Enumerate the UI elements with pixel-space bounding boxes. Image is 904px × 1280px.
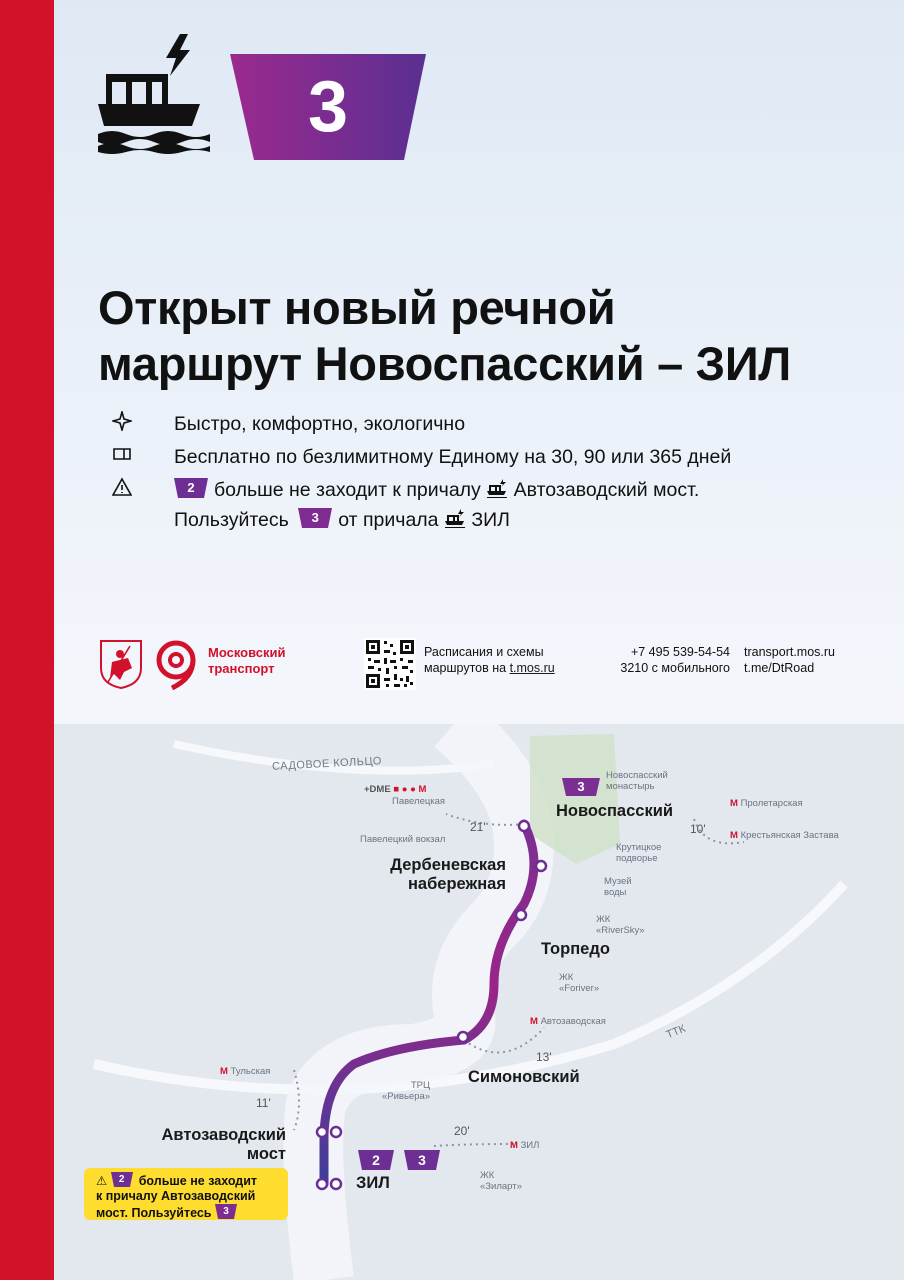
route-map: САДОВОЕ КОЛЬЦО ТТК 3 Новоспасский Дербеневская набережная Торпедо Симоновский Автозаводский мост ЗИЛ 2 3 Новоспасский монастырь Крутицкое подворье Музей воды ЖК «RiverSky» ЖК «Foriver» ТРЦ «Ривьера» ЖК «Зиларт» Павелецкий вокзал +DME ■ ● ● M Павелецкая M Пролетарская M Крестьянская Застава M Автозаводская M Тульская M ЗИЛ 21' 10' 13' 11' 20' bbox=[54, 724, 904, 1280]
warning-icon bbox=[112, 477, 132, 497]
route-number: 3 bbox=[307, 67, 349, 147]
headline-line2: маршрут Новоспасский – ЗИЛ bbox=[98, 337, 791, 390]
boat-icon bbox=[444, 509, 466, 529]
telegram-link[interactable]: t.me/DtRoad bbox=[744, 661, 815, 675]
map-warning-box: ⚠ 2 больше не заходит к причалу Автозаводский мост. Пользуйтесь 3 bbox=[84, 1168, 288, 1220]
stop-simonovsky[interactable]: Симоновский bbox=[468, 1068, 580, 1086]
qr-code[interactable] bbox=[364, 638, 416, 690]
stop-novospassky[interactable]: Новоспасский bbox=[556, 802, 673, 820]
boat-icon bbox=[486, 479, 508, 499]
poi-foriver: ЖК «Foriver» bbox=[559, 972, 600, 994]
site-link[interactable]: transport.mos.ru bbox=[744, 645, 836, 659]
metro-paveletskaya: +DME ■ ● ● M bbox=[364, 784, 427, 795]
moscow-coat-of-arms-logo bbox=[98, 638, 144, 690]
warning-icon: ⚠ bbox=[96, 1174, 108, 1188]
poi-krutitskoe: Крутицкое подворье bbox=[616, 842, 662, 864]
sparkle-icon bbox=[112, 411, 132, 431]
stop-zil[interactable]: ЗИЛ bbox=[356, 1174, 390, 1192]
poi-water-museum: Музей воды bbox=[604, 876, 632, 898]
route-number-badge bbox=[230, 54, 426, 160]
metro-avtozavodskaya: M Автозаводская bbox=[530, 1016, 606, 1027]
stop-avtozavodsky-most[interactable]: Автозаводский мост bbox=[161, 1126, 286, 1163]
ticket-icon bbox=[112, 444, 132, 464]
walk-time-zil: 20' bbox=[454, 1124, 470, 1138]
brand-name: Московский транспорт bbox=[208, 645, 286, 676]
route-2-badge: 2 bbox=[174, 478, 208, 498]
metro-tulskaya: M Тульская bbox=[220, 1066, 271, 1077]
poi-riversky: ЖК «RiverSky» bbox=[596, 914, 645, 936]
poi-zilart: ЖК «Зиларт» bbox=[480, 1170, 522, 1192]
poi-monastery: Новоспасский монастырь bbox=[606, 770, 668, 792]
route-2-badge: 2 bbox=[111, 1172, 133, 1187]
poi-riviera: ТРЦ «Ривьера» bbox=[382, 1080, 431, 1102]
stop-derbenevskaya[interactable]: Дербеневская набережная bbox=[390, 856, 506, 893]
walk-time-tulskaya: 11' bbox=[256, 1096, 271, 1110]
walk-time-paveletskaya: 21' bbox=[470, 820, 486, 834]
headline-line1: Открыт новый речной bbox=[98, 281, 616, 334]
contact-phone: +7 495 539-54-54 3210 с мобильного bbox=[620, 645, 730, 675]
red-side-stripe bbox=[0, 0, 54, 1280]
metro-krestyanskaya: M Крестьянская Застава bbox=[730, 830, 839, 841]
walk-time-avtozavodskaya: 13' bbox=[536, 1050, 552, 1064]
metro-zil: M ЗИЛ bbox=[510, 1140, 540, 1151]
schedule-link[interactable]: t.mos.ru bbox=[509, 661, 555, 675]
ring-label: САДОВОЕ КОЛЬЦО bbox=[271, 755, 383, 773]
metro-proletarskaya: M Пролетарская bbox=[730, 798, 803, 809]
stop-torpedo[interactable]: Торпедо bbox=[541, 940, 610, 958]
electric-boat-icon bbox=[96, 32, 218, 154]
ttk-label: ТТК bbox=[664, 1022, 688, 1042]
poi-paveletsky-station: Павелецкий вокзал bbox=[360, 834, 446, 845]
headline bbox=[98, 280, 878, 392]
map-route-badge: 3 bbox=[577, 779, 585, 794]
contact-links bbox=[744, 644, 835, 676]
zil-badge-2: 2 bbox=[372, 1152, 380, 1168]
moscow-transport-logo bbox=[152, 638, 200, 690]
zil-badge-3: 3 bbox=[418, 1152, 426, 1168]
walk-time-proletarskaya: 10' bbox=[690, 822, 706, 836]
schedule-info: Расписания и схемы маршрутов на t.mos.ru bbox=[424, 645, 555, 675]
route-3-badge: 3 bbox=[215, 1204, 237, 1219]
route-3-badge: 3 bbox=[298, 508, 332, 528]
